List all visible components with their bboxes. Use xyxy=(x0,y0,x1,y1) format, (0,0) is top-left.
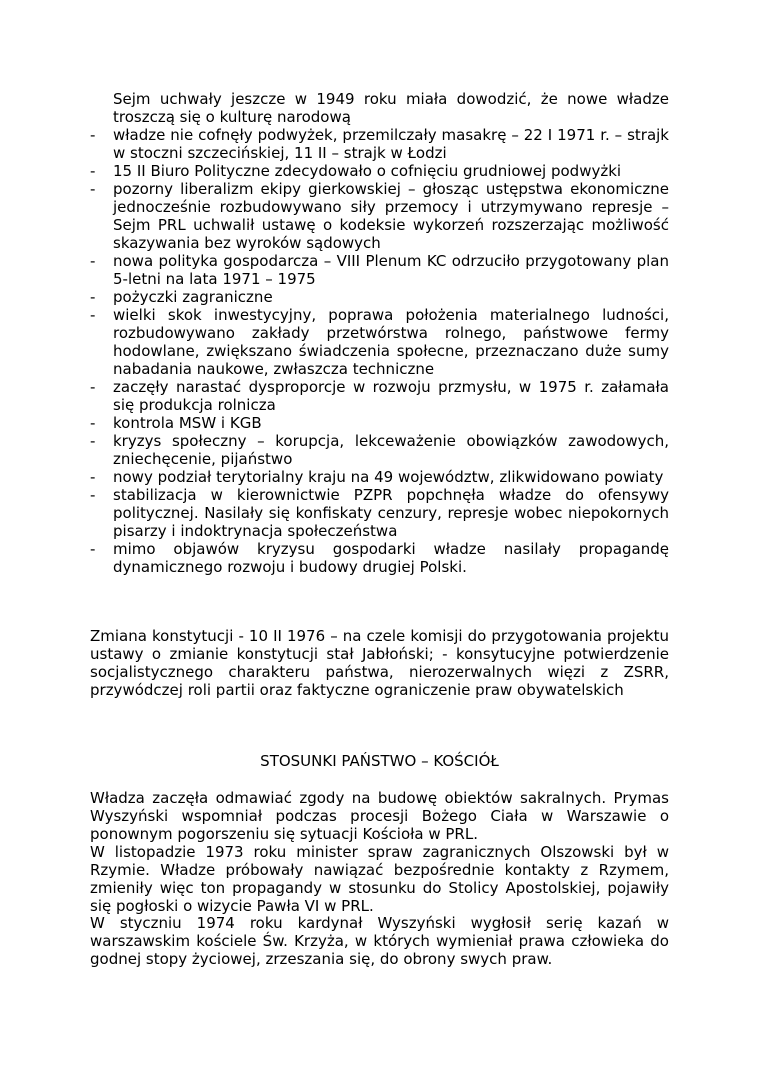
continuation-text: Sejm uchwały jeszcze w 1949 roku miała dowodzić, że nowe władze troszczą się o kulturę narodową xyxy=(113,90,669,126)
bullet-dash: - xyxy=(90,288,96,306)
bullet-dash: - xyxy=(90,252,96,270)
list-item xyxy=(90,378,669,414)
list-item-text: nowy podział terytorialny kraju na 49 województw, zlikwidowano powiaty xyxy=(113,468,664,486)
church-paragraph-3: W styczniu 1974 roku kardynał Wyszyński wygłosił serię kazań w warszawskim kościele Św. Krzyża, w których wymieniał prawa człowieka do godnej stopy życiowej, zrzeszania się, do obrony swych praw. xyxy=(90,914,669,968)
list-item xyxy=(90,414,669,432)
list-item-text: wielki skok inwestycyjny, poprawa położenia materialnego ludności, rozbudowywano zakłady przetwórstwa rolnego, państwowe fermy hodowlane, zwiększano świadczenia społecne, przeznaczano duże sumy nabadania naukowe, zwłaszcza techniczne xyxy=(113,306,669,378)
constitution-paragraph: Zmiana konstytucji - 10 II 1976 – na czele komisji do przygotowania projektu ustawy o zmianie konstytucji stał Jabłoński; - konsytucyjne potwierdzenie socjalistycznego charakteru państwa, nierozerwalnych więzi z ZSRR, przywódczej roli partii oraz faktyczne ograniczenie praw obywatelskich xyxy=(90,627,669,699)
list-item xyxy=(90,252,669,288)
bullet-dash: - xyxy=(90,432,96,450)
list-item-text: kontrola MSW i KGB xyxy=(113,414,262,432)
bullet-dash: - xyxy=(90,378,96,396)
section-heading: STOSUNKI PAŃSTWO – KOŚCIÓŁ xyxy=(260,752,499,770)
list-item xyxy=(90,306,669,378)
list-item-text: władze nie cofnęły podwyżek, przemilczały masakrę – 22 I 1971 r. – strajk w stoczni szczecińskiej, 11 II – strajk w Łodzi xyxy=(113,126,669,162)
list-item xyxy=(90,180,669,252)
church-paragraph-2: W listopadzie 1973 roku minister spraw zagranicznych Olszowski był w Rzymie. Władze próbowały nawiązać bezpośrednie kontakty z Rzymem, zmieniły więc ton propagandy w stosunku do Stolicy Apostolskiej, pojawiły się pogłoski o wizycie Pawła VI w PRL. xyxy=(90,843,669,915)
bullet-dash: - xyxy=(90,540,96,558)
bullet-list xyxy=(90,126,669,576)
list-item-text: pożyczki zagraniczne xyxy=(113,288,273,306)
list-item-text: stabilizacja w kierownictwie PZPR popchnęła władze do ofensywy politycznej. Nasilały się konfiskaty cenzury, represje wobec niepokornych pisarzy i indoktrynacja społeczeństwa xyxy=(113,486,669,540)
bullet-dash: - xyxy=(90,486,96,504)
bullet-dash: - xyxy=(90,414,96,432)
bullet-dash: - xyxy=(90,468,96,486)
list-item-text: pozorny liberalizm ekipy gierkowskiej – głosząc ustępstwa ekonomiczne jednocześnie rozbudowywano siły przemocy i utrzymywano represje – Sejm PRL uchwalił ustawę o kodeksie wykorzeń rozszerzając możliwość skazywania bez wyroków sądowych xyxy=(113,180,669,252)
list-item xyxy=(90,432,669,468)
list-item xyxy=(90,126,669,162)
list-item-text: kryzys społeczny – korupcja, lekceważenie obowiązków zawodowych, zniechęcenie, pijaństwo xyxy=(113,432,669,468)
list-item xyxy=(90,540,669,576)
bullet-dash: - xyxy=(90,306,96,324)
list-item-text: 15 II Biuro Polityczne zdecydowało o cofnięciu grudniowej podwyżki xyxy=(113,162,622,180)
bullet-dash: - xyxy=(90,180,96,198)
list-item xyxy=(90,468,669,486)
list-item-text: mimo objawów kryzysu gospodarki władze nasilały propagandę dynamicznego rozwoju i budowy drugiej Polski. xyxy=(113,540,669,576)
list-item xyxy=(90,486,669,540)
list-item xyxy=(90,162,669,180)
bullet-dash: - xyxy=(90,162,96,180)
church-paragraph-1: Władza zaczęła odmawiać zgody na budowę obiektów sakralnych. Prymas Wyszyński wspomniał podczas procesji Bożego Ciała w Warszawie o ponownym pogorszeniu się sytuacji Kościoła w PRL. xyxy=(90,789,669,843)
list-item-text: zaczęły narastać dysproporcje w rozwoju przmysłu, w 1975 r. załamała się produkcja rolnicza xyxy=(113,378,669,414)
bullet-dash: - xyxy=(90,126,96,144)
list-item-text: nowa polityka gospodarcza – VIII Plenum KC odrzuciło przygotowany plan 5-letni na lata 1971 – 1975 xyxy=(113,252,669,288)
list-item xyxy=(90,288,669,306)
